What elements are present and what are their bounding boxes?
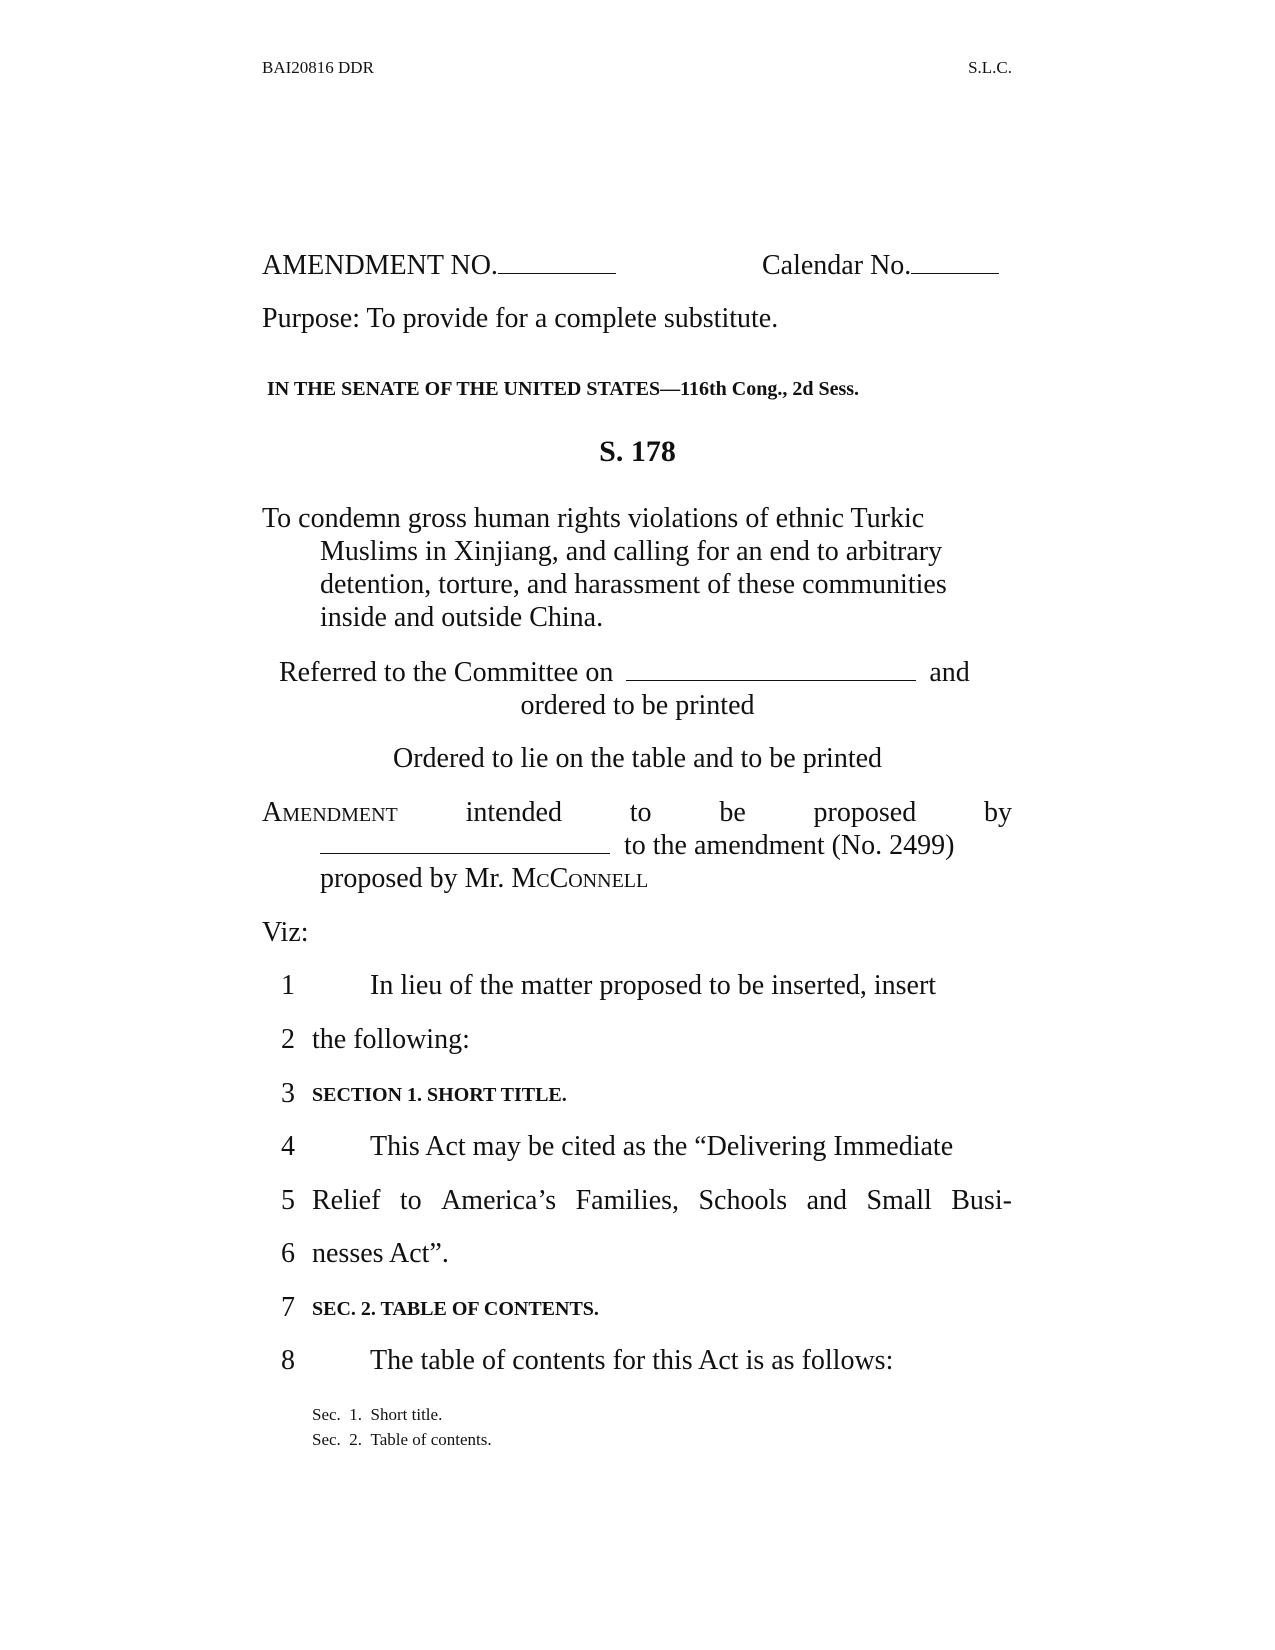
line-5-word: Busi- — [951, 1185, 1012, 1216]
bill-title-line-1: To condemn gross human rights violations of ethnic Turkic — [262, 503, 925, 534]
amendment-number-line — [262, 250, 616, 282]
line-number-4: 4 — [281, 1131, 295, 1162]
line-number-1: 1 — [281, 970, 295, 1001]
document-id: BAI20816 DDR — [262, 58, 374, 77]
amendment-intended-line-2 — [320, 830, 954, 862]
section-1-heading: SECTION 1. SHORT TITLE. — [312, 1084, 567, 1106]
line-5-word: America’s — [441, 1185, 557, 1216]
line-text-2: the following: — [312, 1024, 470, 1055]
senator-name: McConnell — [511, 863, 649, 894]
referred-line-1 — [279, 657, 970, 689]
to-word: to — [629, 797, 652, 828]
line-number-8: 8 — [281, 1345, 295, 1376]
calendar-label: Calendar No. — [762, 250, 912, 281]
committee-blank — [626, 658, 916, 681]
referred-line-2: ordered to be printed — [520, 690, 755, 721]
toc-section-title: Short title. — [370, 1405, 443, 1424]
line-text-4: This Act may be cited as the “Delivering Immediate — [370, 1131, 954, 1162]
ordered-to-lie: Ordered to lie on the table and to be printed — [392, 743, 883, 774]
proposed-word: proposed — [813, 797, 917, 828]
line-5-word: to — [399, 1185, 422, 1216]
referred-and: and — [929, 657, 970, 688]
line-number-7: 7 — [281, 1292, 295, 1323]
by-word: by — [983, 797, 1012, 828]
line-number-2: 2 — [281, 1024, 295, 1055]
line-text-8: The table of contents for this Act is as follows: — [370, 1345, 894, 1376]
calendar-number-line — [762, 250, 999, 282]
amendment-intended-line-1 — [262, 797, 1012, 829]
bill-title-line-4: inside and outside China. — [320, 602, 604, 633]
toc-section-number: Sec. 1. — [312, 1405, 363, 1424]
line-5-word: Schools — [698, 1185, 788, 1216]
line-text-6: nesses Act”. — [312, 1238, 449, 1269]
line-5-word: and — [806, 1185, 848, 1216]
line-text-5 — [312, 1185, 1012, 1217]
line-5-word: Families, — [575, 1185, 680, 1216]
amendment-reference: to the amendment (No. 2499) — [624, 830, 955, 861]
bill-number: S. 178 — [599, 435, 676, 468]
referred-text: Referred to the Committee on — [279, 657, 614, 688]
amendment-number-blank — [498, 251, 616, 274]
line-number-3: 3 — [281, 1078, 295, 1109]
toc-section-title: Table of contents. — [370, 1430, 492, 1449]
line-5-word: Small — [866, 1185, 932, 1216]
viz-label: Viz: — [262, 917, 309, 948]
amendment-intended-line-3 — [320, 863, 648, 895]
senate-heading: IN THE SENATE OF THE UNITED STATES—116th Cong., 2d Sess. — [267, 378, 860, 400]
toc-entry-2 — [312, 1430, 492, 1450]
amendment-word: Amendment — [262, 797, 398, 828]
toc-entry-1 — [312, 1405, 442, 1425]
line-text-1: In lieu of the matter proposed to be inserted, insert — [370, 970, 937, 1001]
intended-word: intended — [465, 797, 562, 828]
line-number-6: 6 — [281, 1238, 295, 1269]
line-5-word: Relief — [312, 1185, 381, 1216]
line-number-5: 5 — [281, 1185, 295, 1216]
proposed-by-text: proposed by Mr. — [320, 863, 505, 894]
toc-section-number: Sec. 2. — [312, 1430, 363, 1449]
amendment-label: AMENDMENT NO. — [262, 250, 498, 281]
be-word: be — [719, 797, 746, 828]
calendar-number-blank — [911, 251, 999, 274]
slc-marker: S.L.C. — [968, 58, 1012, 77]
bill-title-line-3: detention, torture, and harassment of these communities — [320, 569, 947, 600]
bill-title-line-2: Muslims in Xinjiang, and calling for an end to arbitrary — [320, 536, 943, 567]
purpose: Purpose: To provide for a complete substitute. — [262, 303, 779, 334]
section-2-heading: SEC. 2. TABLE OF CONTENTS. — [312, 1298, 599, 1320]
proposer-blank — [320, 831, 610, 854]
